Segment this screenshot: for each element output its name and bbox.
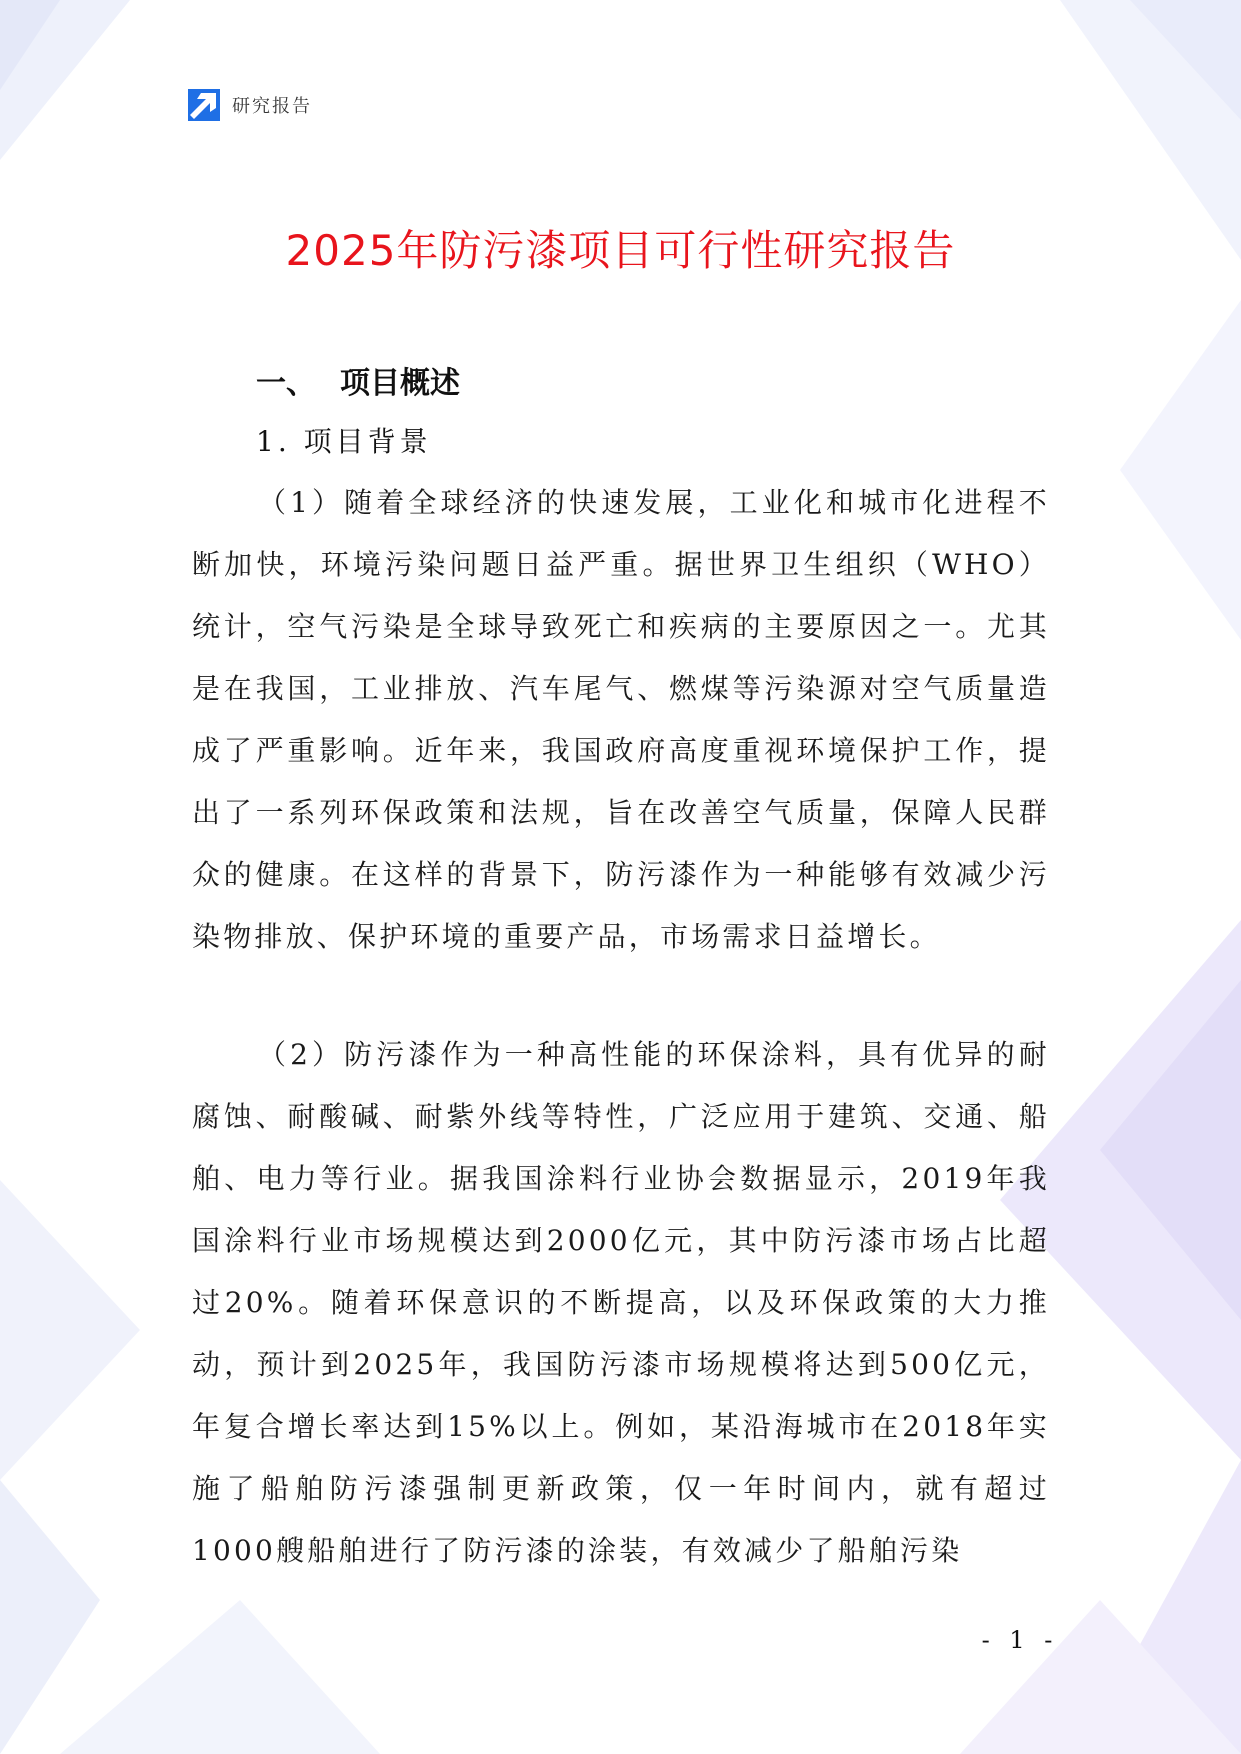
section-heading	[256, 358, 460, 402]
section-label: 项目概述	[340, 366, 460, 401]
subsection-heading: 1. 项目背景	[256, 425, 432, 458]
page-number: - 1 -	[981, 1626, 1059, 1654]
header-label: 研究报告	[232, 96, 312, 117]
body-paragraph: （2）防污漆作为一种高性能的环保涂料，具有优异的耐腐蚀、耐酸碱、耐紫外线等特性，广泛应用于建筑、交通、船舶、电力等行业。据我国涂料行业协会数据显示，2019年我国涂料行业市场规模达到2000亿元，其中防污漆市场占比超过20%。随着环保意识的不断提高，以及环保政策的大力推动，预计到2025年，我国防污漆市场规模将达到500亿元，年复合增长率达到15%以上。例如，某沿海城市在2018年实施了船舶防污漆强制更新政策，仅一年时间内，就有超过1000艘船舶进行了防污漆的涂装，有效减少了船舶污染	[192, 1038, 1050, 1567]
arrow-up-right-icon	[188, 89, 220, 121]
section-number: 一、	[256, 366, 316, 401]
document-title: 2025年防污漆项目可行性研究报告	[285, 226, 956, 275]
body-paragraph: （1）随着全球经济的快速发展，工业化和城市化进程不断加快，环境污染问题日益严重。据世界卫生组织（WHO）统计，空气污染是全球导致死亡和疾病的主要原因之一。尤其是在我国，工业排放、汽车尾气、燃煤等污染源对空气质量造成了严重影响。近年来，我国政府高度重视环境保护工作，提出了一系列环保政策和法规，旨在改善空气质量，保障人民群众的健康。在这样的背景下，防污漆作为一种能够有效减少污染物排放、保护环境的重要产品，市场需求日益增长。	[192, 486, 1050, 953]
report-header	[188, 88, 312, 122]
